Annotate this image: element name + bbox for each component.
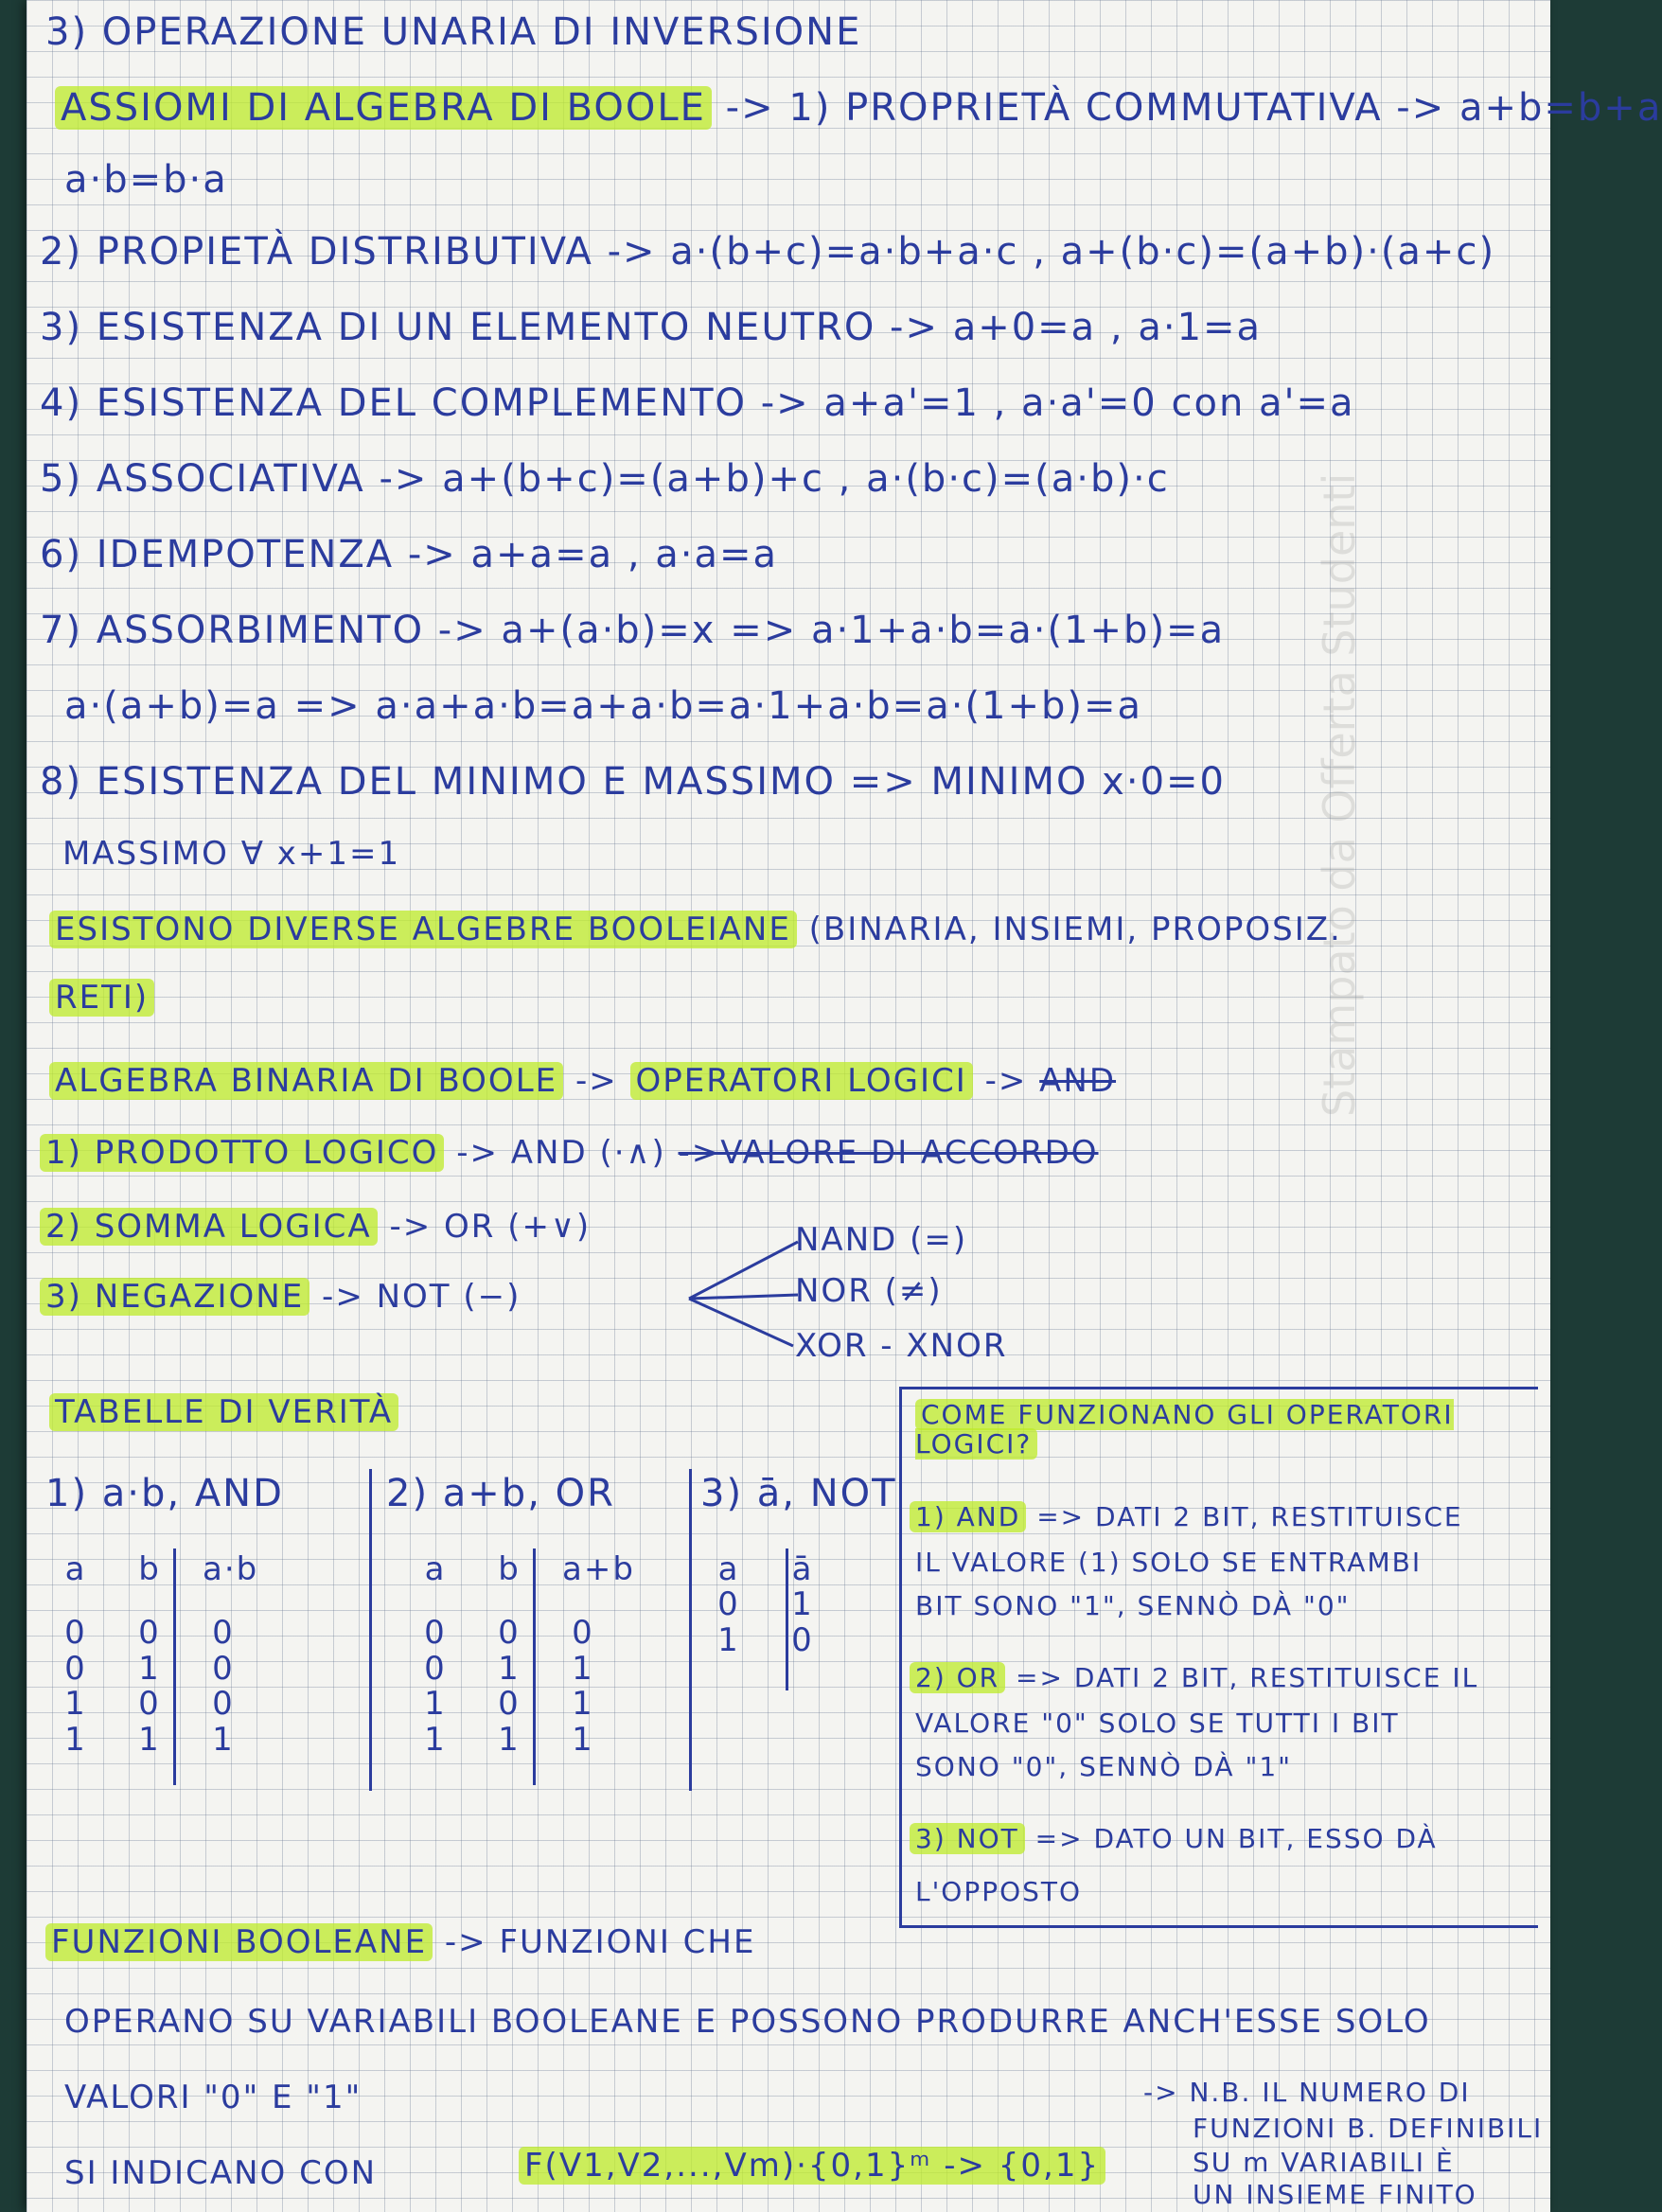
box-and-line3: BIT SONO "1", SENNÒ DÀ "0": [915, 1590, 1351, 1621]
highlight-logical-operators: OPERATORI LOGICI: [630, 1062, 973, 1100]
arrow-text-2: ->: [984, 1062, 1028, 1100]
highlight-box-title: COME FUNZIONANO GLI OPERATORI LOGICI?: [915, 1399, 1454, 1460]
line-logical-product: [40, 1136, 1099, 1171]
line-binary-algebra: [49, 1064, 1116, 1099]
line-boolean-algebras: [49, 912, 1342, 947]
watermark: Stampato da Offerta Studenti: [1314, 472, 1365, 1117]
table-cell: 0: [717, 1585, 740, 1624]
table-row: [708, 1620, 823, 1659]
table-row: [415, 1649, 604, 1688]
box-or-line3: SONO "0", SENNÒ DÀ "1": [915, 1751, 1293, 1782]
line-neutral-element: 3) ESISTENZA DI UN ELEMENTO NEUTRO -> a+0=a , a·1=a: [40, 306, 1263, 349]
table-cell: 0: [791, 1620, 814, 1659]
highlight-negation: 3) NEGAZIONE: [40, 1278, 309, 1316]
not-truth-table: [708, 1552, 823, 1658]
highlight-boole-axioms: ASSIOMI DI ALGEBRA DI BOOLE: [55, 86, 712, 130]
table-cell: 1: [138, 1720, 161, 1759]
line-distributive: 2) PROPIETÀ DISTRIBUTIVA -> a·(b+c)=a·b+a·c , a+(b·c)=(a+b)·(a+c): [40, 230, 1496, 274]
highlight-binary-algebra: ALGEBRA BINARIA DI BOOLE: [49, 1062, 563, 1100]
table-cell: 0: [138, 1614, 161, 1653]
box-not-line1: [910, 1825, 1438, 1854]
line-networks: [49, 981, 154, 1016]
or-description: => DATI 2 BIT, RESTITUISCE IL: [1016, 1662, 1479, 1693]
table-column-divider: [173, 1548, 176, 1785]
commutative-property: -> 1) PROPRIETÀ COMMUTATIVA -> a+b=b+a: [725, 86, 1662, 130]
header-cell: a: [717, 1550, 740, 1588]
table-cell: 1: [791, 1585, 814, 1624]
boolean-algebras-list: (BINARIA, INSIEMI, PROPOSIZ.: [808, 911, 1342, 948]
table-cell: 1: [572, 1649, 594, 1688]
table-cell: 0: [424, 1614, 447, 1653]
table-cell: 1: [424, 1685, 447, 1724]
line-idempotence: 6) IDEMPOTENZA -> a+a=a , a·a=a: [40, 533, 779, 576]
line-boolean-functions: [45, 1925, 755, 1960]
highlight-formula: F(V1,V2,...,Vm)·{0,1}ᵐ -> {0,1}: [519, 2147, 1105, 2185]
table-cell: 1: [572, 1685, 594, 1724]
nb-line2: FUNZIONI B. DEFINIBILI: [1193, 2113, 1544, 2144]
nb-line3: SU m VARIABILI È: [1193, 2147, 1455, 2178]
not-table-title: 3) ā, NOT: [700, 1472, 897, 1515]
header-cell: a·b: [203, 1550, 259, 1588]
table-cell: 1: [64, 1685, 87, 1724]
table-cell: 0: [424, 1649, 447, 1688]
table-cell: 0: [212, 1614, 235, 1653]
table-header: [415, 1550, 635, 1588]
line-logical-sum: [40, 1210, 591, 1245]
box-and-line2: IL VALORE (1) SOLO SE ENTRAMBI: [915, 1547, 1423, 1578]
divider: [689, 1469, 692, 1791]
highlight-and: 1) AND: [910, 1501, 1026, 1532]
boolean-function-formula: [519, 2149, 1105, 2184]
or-truth-table: [415, 1550, 635, 1759]
table-cell: 0: [64, 1649, 87, 1688]
and-operator: -> AND (·∧): [456, 1134, 666, 1172]
line-denoted-with: SI INDICANO CON: [64, 2154, 378, 2192]
table-header: [708, 1552, 823, 1587]
line-max: MASSIMO ∀ x+1=1: [62, 835, 401, 873]
branch-nor: NOR (≠): [795, 1272, 943, 1310]
table-header: [55, 1550, 259, 1588]
box-or-line1: [910, 1664, 1478, 1693]
box-or-line2: VALORE "0" SOLO SE TUTTI I BIT: [915, 1708, 1400, 1739]
table-row: [415, 1616, 604, 1651]
table-cell: 1: [572, 1720, 594, 1759]
line-operate-on-variables: OPERANO SU VARIABILI BOOLEANE E POSSONO PRODURRE ANCH'ESSE SOLO: [64, 2003, 1431, 2041]
table-cell: 0: [212, 1685, 235, 1724]
struck-and: AND: [1039, 1062, 1117, 1100]
highlight-not: 3) NOT: [910, 1823, 1025, 1854]
line-commutative-product: a·b=b·a: [64, 158, 228, 202]
box-and-line1: [910, 1503, 1463, 1532]
line-truth-tables: [49, 1395, 398, 1430]
branch-arrows-icon: [680, 1221, 812, 1363]
line-boole-axioms: [55, 87, 1662, 129]
line-absorption-2: a·(a+b)=a => a·a+a·b=a+a·b=a·1+a·b=a·(1+b)=a: [64, 684, 1143, 728]
box-not-line2: L'OPPOSTO: [915, 1876, 1083, 1907]
not-description: => DATO UN BIT, ESSO DÀ: [1034, 1823, 1438, 1854]
table-cell: 1: [498, 1720, 521, 1759]
header-cell: a: [64, 1550, 87, 1588]
line-associative: 5) ASSOCIATIVA -> a+(b+c)=(a+b)+c , a·(b·c)=(a·b)·c: [40, 457, 1170, 501]
table-cell: 0: [572, 1614, 594, 1653]
highlight-logical-product: 1) PRODOTTO LOGICO: [40, 1134, 444, 1172]
header-cell: ā: [791, 1550, 814, 1588]
table-row: [55, 1687, 244, 1722]
operators-explanation-box: [899, 1387, 1538, 1928]
branch-xor-xnor: XOR - XNOR: [795, 1327, 1008, 1365]
and-table-title: 1) a·b, AND: [45, 1472, 284, 1515]
line-unary-inversion: 3) OPERAZIONE UNARIA DI INVERSIONE: [45, 10, 862, 54]
highlight-boolean-algebras: ESISTONO DIVERSE ALGEBRE BOOLEIANE: [49, 911, 797, 948]
table-cell: 0: [498, 1614, 521, 1653]
highlight-boolean-functions: FUNZIONI BOOLEANE: [45, 1923, 433, 1961]
table-cell: 1: [138, 1649, 161, 1688]
nb-line4: UN INSIEME FINITO: [1193, 2179, 1477, 2210]
branch-nand: NAND (=): [795, 1221, 968, 1259]
box-title: [915, 1401, 1521, 1460]
table-cell: 0: [498, 1685, 521, 1724]
or-operator: -> OR (+∨): [389, 1208, 592, 1246]
arrow-text: ->: [575, 1062, 618, 1100]
table-cell: 0: [138, 1685, 161, 1724]
table-column-divider: [533, 1548, 536, 1785]
line-complement: 4) ESISTENZA DEL COMPLEMENTO -> a+a'=1 , a·a'=0 con a'=a: [40, 381, 1355, 425]
table-cell: 0: [212, 1649, 235, 1688]
and-description: => DATI 2 BIT, RESTITUISCE: [1036, 1501, 1463, 1532]
divider: [369, 1469, 372, 1791]
struck-agreement-value: ->VALORE DI ACCORDO: [678, 1134, 1099, 1172]
highlight-networks: RETI): [49, 979, 154, 1017]
table-cell: 1: [498, 1649, 521, 1688]
table-row: [708, 1587, 823, 1622]
header-cell: a: [424, 1550, 447, 1588]
table-cell: 1: [717, 1620, 740, 1659]
table-cell: 0: [64, 1614, 87, 1653]
or-table-title: 2) a+b, OR: [386, 1472, 615, 1515]
line-absorption: 7) ASSORBIMENTO -> a+(a·b)=x => a·1+a·b=a·(1+b)=a: [40, 609, 1226, 652]
table-row: [55, 1616, 244, 1651]
nb-line1: -> N.B. IL NUMERO DI: [1143, 2077, 1471, 2108]
line-negation: [40, 1280, 521, 1315]
table-column-divider: [786, 1548, 788, 1690]
header-cell: a+b: [562, 1550, 635, 1588]
table-row: [415, 1687, 604, 1722]
highlight-or: 2) OR: [910, 1662, 1005, 1693]
table-cell: 1: [212, 1720, 235, 1759]
table-row: [415, 1720, 604, 1759]
line-values: VALORI "0" E "1": [64, 2079, 362, 2116]
boolean-functions-def: -> FUNZIONI CHE: [444, 1923, 756, 1961]
notebook-page: [27, 0, 1662, 2212]
not-operator: -> NOT (−): [322, 1278, 522, 1316]
table-row: [55, 1720, 244, 1759]
highlight-truth-tables: TABELLE DI VERITÀ: [49, 1393, 398, 1431]
and-truth-table: [55, 1550, 259, 1759]
header-cell: b: [498, 1550, 521, 1588]
line-min-max: 8) ESISTENZA DEL MINIMO E MASSIMO => MINIMO x·0=0: [40, 760, 1226, 804]
table-row: [55, 1649, 244, 1688]
table-cell: 1: [424, 1720, 447, 1759]
header-cell: b: [138, 1550, 161, 1588]
table-cell: 1: [64, 1720, 87, 1759]
highlight-logical-sum: 2) SOMMA LOGICA: [40, 1208, 378, 1246]
